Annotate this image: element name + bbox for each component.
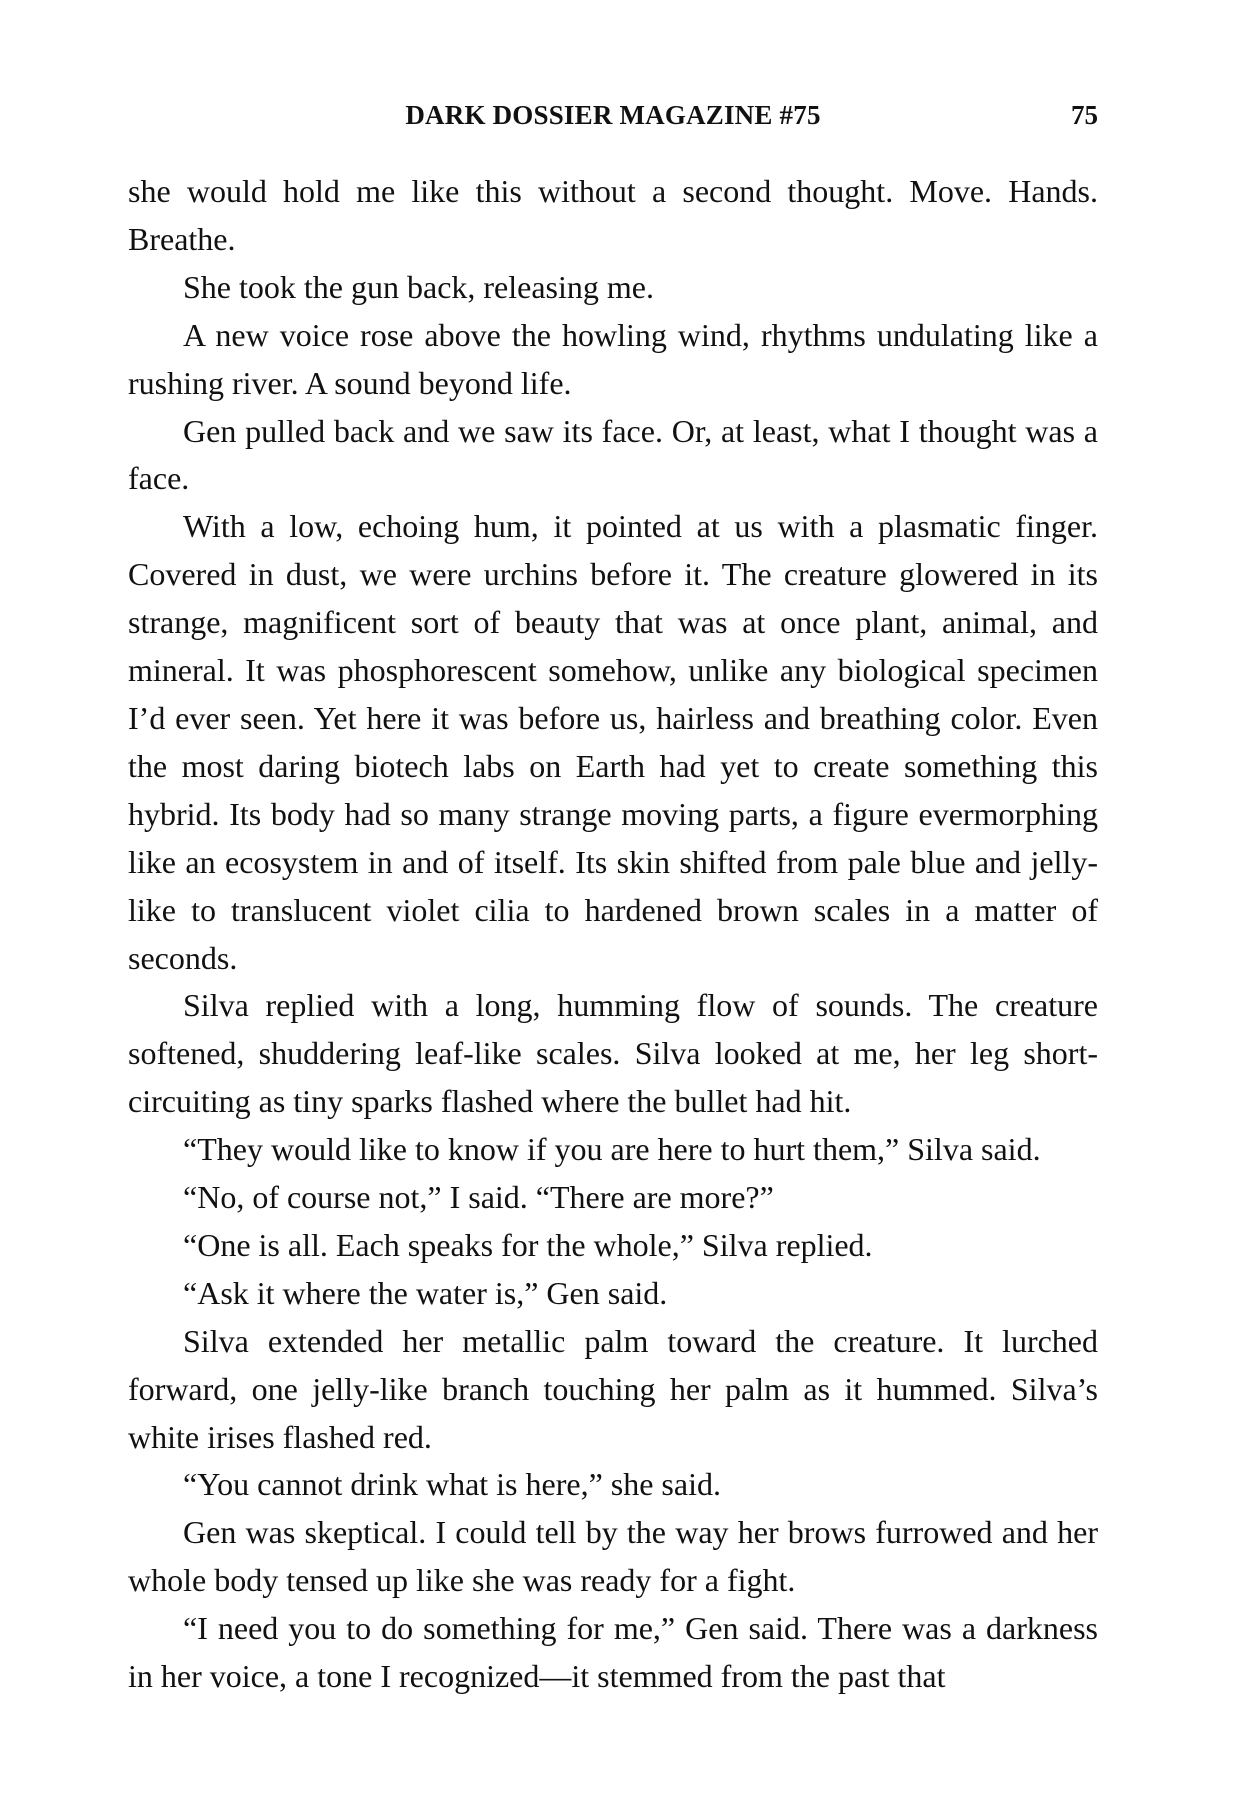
dialogue-paragraph: “Ask it where the water is,” Gen said. [183,1274,668,1311]
running-header [128,100,1098,140]
paragraph: Silva replied with a long, humming flow of sounds. The creature softened, shuddering leaf-like scales. Silva looked at me, her leg short-circuiting as tiny sparks flashed where the bullet had hit. [128,987,1098,1120]
magazine-title: DARK DOSSIER MAGAZINE #75 [405,100,821,130]
dialogue-paragraph: “I need you to do something for me,” Gen said. There was a darkness in her voice, a tone I recognized—it stemmed from the past that [128,1610,1098,1695]
paragraph: Silva extended her metallic palm toward the creature. It lurched forward, one jelly-like branch touching her palm as it hummed. Silva’s white irises flashed red. [128,1322,1098,1455]
page-number: 75 [1071,100,1098,130]
dialogue-paragraph: “No, of course not,” I said. “There are more?” [183,1179,774,1216]
dialogue-paragraph: “They would like to know if you are here to hurt them,” Silva said. [183,1131,1041,1168]
paragraph: She took the gun back, releasing me. [183,268,654,305]
paragraph: With a low, echoing hum, it pointed at us with a plasmatic finger. Covered in dust, we were urchins before it. The creature glowered in its strange, magnificent sort of beauty that was at once plant, animal, and mineral. It was phosphorescent somehow, unlike any biological specimen I’d ever seen. Yet here it was before us, hairless and breathing color. Even the most daring biotech labs on Earth had yet to create something this hybrid. Its body had so many strange moving parts, a figure evermorphing like an ecosystem in and of itself. Its skin shifted from pale blue and jelly-like to translucent violet cilia to hardened brown scales in a matter of seconds. [128,508,1098,976]
paragraph: A new voice rose above the howling wind, rhythms undulating like a rushing river. A sound beyond life. [128,316,1098,401]
page [128,100,1098,1701]
paragraph: Gen was skeptical. I could tell by the way her brows furrowed and her whole body tensed up like she was ready for a fight. [128,1514,1098,1599]
dialogue-paragraph: “You cannot drink what is here,” she said. [183,1466,721,1503]
paragraph: Gen pulled back and we saw its face. Or, at least, what I thought was a face. [128,412,1098,497]
paragraph: she would hold me like this without a second thought. Move. Hands. Breathe. [128,173,1098,257]
story-body [128,168,1098,1701]
dialogue-paragraph: “One is all. Each speaks for the whole,” Silva replied. [183,1226,873,1263]
